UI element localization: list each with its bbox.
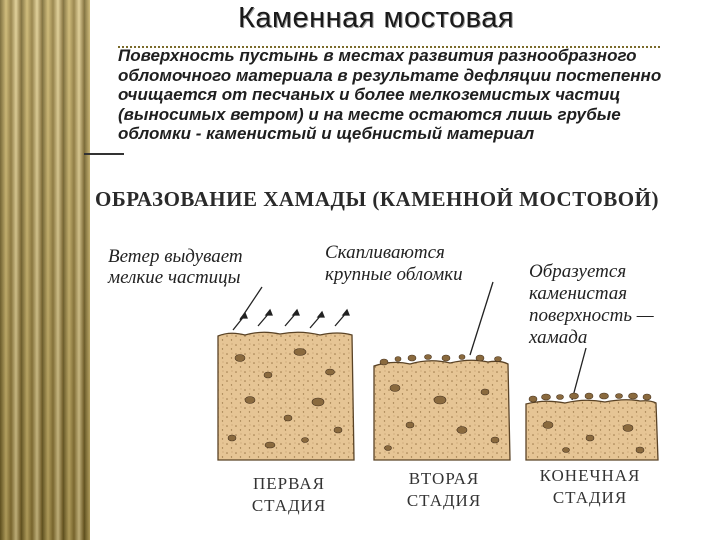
stage2-label-line1: ВТОРАЯ: [408, 469, 480, 488]
pointer-accum: [470, 282, 493, 355]
annotation-wind-line2: мелкие частицы: [108, 267, 241, 288]
stage1-label-line1: ПЕРВАЯ: [253, 474, 325, 493]
stage3-label-line2: СТАДИЯ: [552, 488, 628, 507]
stage3-block: [526, 393, 658, 460]
slide-body-text: Поверхность пустынь в местах развития разнообразного обломочного материала в результате дефляции постепенно очищается от песчаных и более мелкоземистых частиц (выносимых ветром) и на месте остаются лишь грубые обломки - каменистый и щебнистый материал: [118, 46, 662, 143]
annotation-form-line4: хамада: [529, 327, 588, 348]
pointer-form: [572, 348, 586, 400]
annotation-form-line2: каменистая: [529, 283, 628, 304]
slide-title: Каменная мостовая: [238, 2, 515, 34]
stage3-label-line1: КОНЕЧНАЯ: [539, 466, 641, 485]
stage2-label-line2: СТАДИЯ: [406, 491, 482, 510]
stage1-label-line2: СТАДИЯ: [251, 496, 327, 515]
wind-arrows: [233, 310, 349, 330]
annotation-accum-line1: Скапливаются: [325, 242, 445, 263]
annotation-accum-line2: крупные обломки: [325, 264, 463, 285]
annotation-wind-line1: Ветер выдувает: [108, 246, 243, 267]
annotation-form-line3: поверхность —: [529, 305, 654, 326]
stage1-block: [218, 332, 354, 460]
annotation-form-line1: Образуется: [529, 261, 627, 282]
stage2-block: [374, 355, 510, 461]
diagram-heading: ОБРАЗОВАНИЕ ХАМАДЫ (КАМЕННОЙ МОСТОВОЙ): [95, 187, 659, 211]
